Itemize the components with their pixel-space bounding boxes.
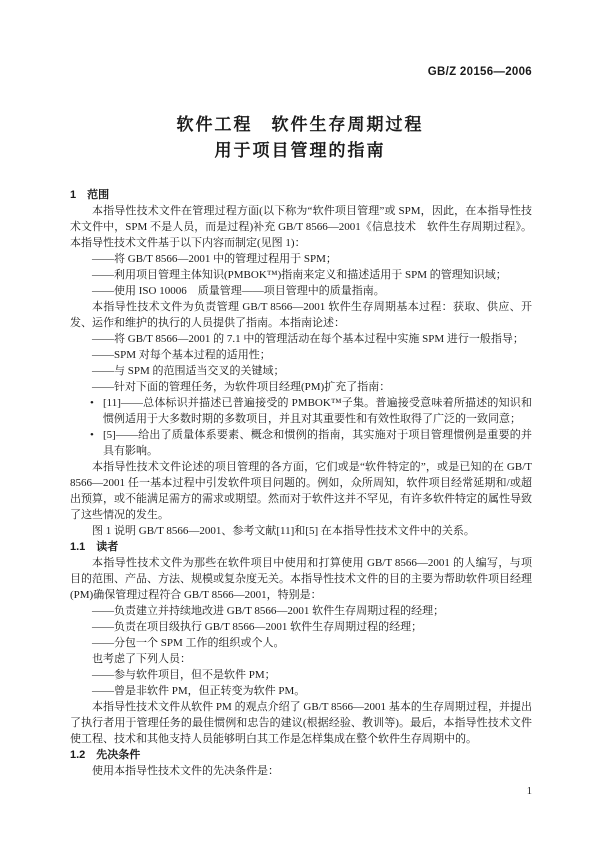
paragraph: 图 1 说明 GB/T 8566—2001、参考文献[11]和[5] 在本指导性技术文件中的关系。 [92,525,475,537]
paragraph: 使用本指导性技术文件的先决条件是： [92,765,279,777]
standard-code-header: GB/Z 20156—2006 [427,66,532,78]
paragraph: 本指导性技术文件论述的项目管理的各方面，它们或是“软件特定的”，或是已知的在 GB/T 8566—2001 任一基本过程中引发软件项目问题的。例如，众所周知，软件项目经常延期和/或超出预算，或不能满足需方的需求或期望。然而对于软件这并不罕见，有许多软件特定的属性导致了这些情况的发生。 [70,461,532,521]
dash-list-item: ——SPM 对每个基本过程的适用性； [92,349,271,361]
dash-list-item: ——曾是非软件 PM，但正转变为软件 PM。 [92,685,306,697]
bullet-list-item [90,395,532,427]
document-title [0,112,600,164]
bullet-icon: • [90,429,94,441]
page-number: 1 [526,786,532,797]
section-heading-1-1: 1.1 读者 [70,541,119,553]
dash-list-item: ——利用项目管理主体知识(PMBOK™)指南来定义和描述适用于 SPM 的管理知识域； [92,269,507,281]
dash-list-item: ——将 GB/T 8566—2001 的 7.1 中的管理活动在每个基本过程中实施 SPM 进行一般指导； [92,333,524,345]
paragraph: 本指导性技术文件为那些在软件项目中使用和打算使用 GB/T 8566—2001 的人编写，与项目的范围、产品、方法、规模或复杂度无关。本指导性技术文件的目的主要为帮助软件项目经理(PM)确保管理过程符合 GB/T 8566—2001，特别是： [70,557,532,601]
bullet-icon: • [90,397,94,409]
dash-list-item: ——将 GB/T 8566—2001 中的管理过程用于 SPM； [92,253,337,265]
dash-list-item: ——针对下面的管理任务，为软件项目经理(PM)扩充了指南： [92,381,391,393]
dash-list-item: ——使用 ISO 10006 质量管理——项目管理中的质量指南。 [92,285,385,297]
dash-list-item: ——分包一个 SPM 工作的组织或个人。 [92,637,285,649]
paragraph: 也考虑了下列人员： [92,653,191,665]
dash-list-item: ——负责在项目级执行 GB/T 8566—2001 软件生存周期过程的经理； [92,621,423,633]
title-line-1: 软件工程 软件生存周期过程 [176,115,424,134]
bullet-list-item [90,427,532,459]
section-heading-1: 1 范围 [70,189,110,201]
bullet-item-text: [11]——总体标识并描述已普遍接受的 PMBOK™子集。普遍接受意味着所描述的知识和惯例适用于大多数时期的多数项目，并且对其重要性和有效性取得了广泛的一致同意； [103,397,532,425]
bullet-item-text: [5]——给出了质量体系要素、概念和惯例的指南，其实施对于项目管理惯例是重要的并具有影响。 [103,429,532,457]
dash-list-item: ——与 SPM 的范围适当交叉的关键域； [92,365,285,377]
section-heading-1-2: 1.2 先决条件 [70,749,141,761]
paragraph: 本指导性技术文件为负责管理 GB/T 8566—2001 软件生存周期基本过程：获取、供应、开发、运作和维护的执行的人员提供了指南。本指南论述： [70,301,532,329]
paragraph: 本指导性技术文件从软件 PM 的观点介绍了 GB/T 8566—2001 基本的生存周期过程，并提出了执行者用于管理任务的最佳惯例和忠告的建议(根据经验、教训等)。最后，本指导性技术文件使工程、技术和其他支持人员能够明白其工作是怎样集成在整个软件生存周期中的。 [70,701,532,745]
dash-list-item: ——负责建立并持续地改进 GB/T 8566—2001 软件生存周期过程的经理； [92,605,445,617]
paragraph: 本指导性技术文件在管理过程方面(以下称为“软件项目管理”或 SPM，因此，在本指导性技术文件中，SPM 不是人员，而是过程)补充 GB/T 8566—2001《信息技术 软件生存周期过程》。本指导性技术文件基于以下内容而制定(见图 1)： [70,205,532,249]
title-line-2: 用于项目管理的指南 [214,141,386,160]
document-body [70,187,532,779]
dash-list-item: ——参与软件项目，但不是软件 PM； [92,669,276,681]
